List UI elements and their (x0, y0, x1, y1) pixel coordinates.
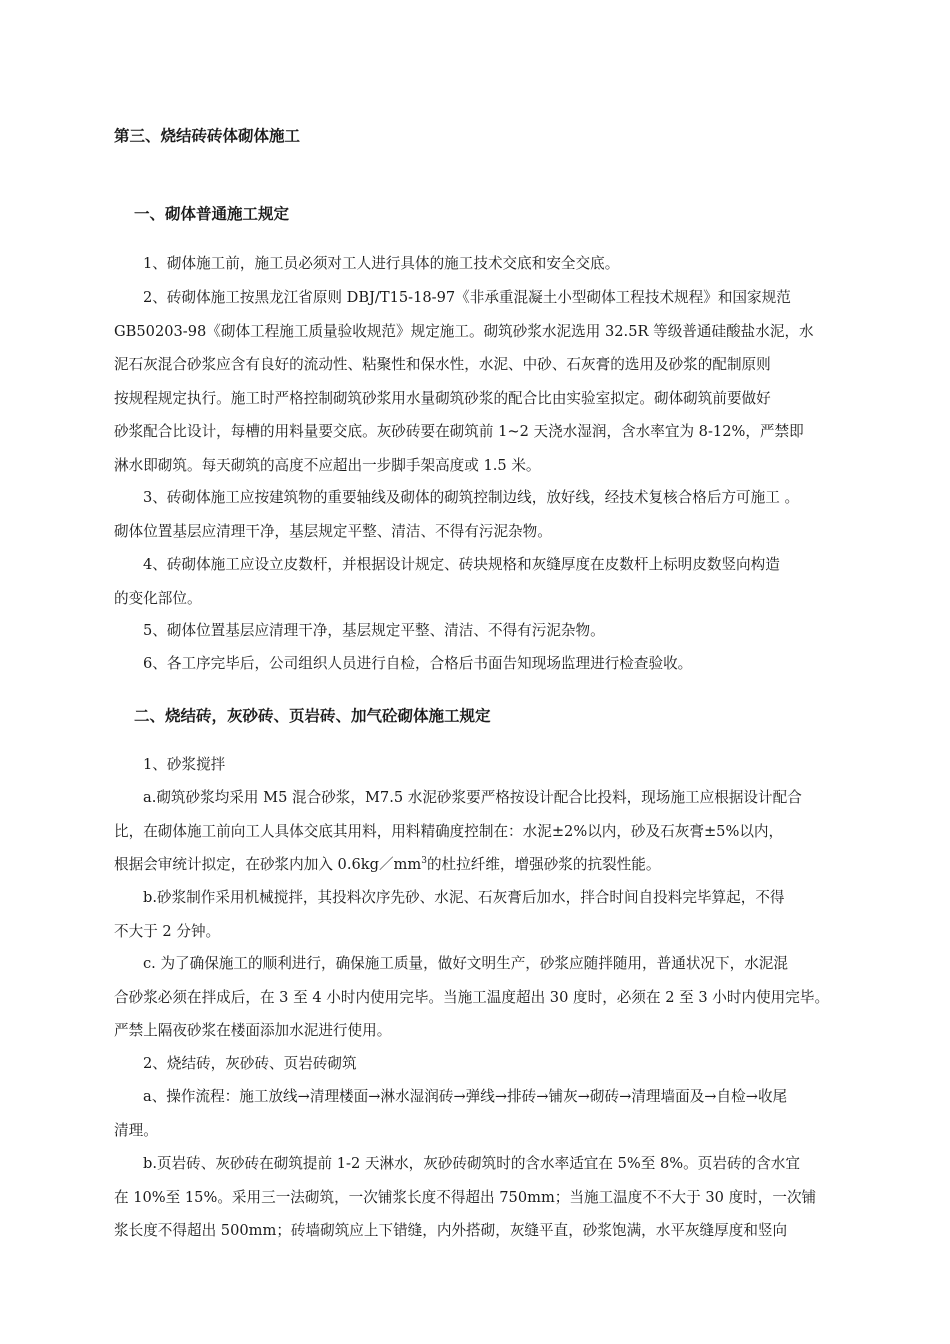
paragraph-line: 3、砖砌体施工应按建筑物的重要轴线及砌体的砌筑控制边线，放好线，经技术复核合格后方可施工 。 (143, 489, 800, 506)
paragraph-line: 6、各工序完毕后，公司组织人员进行自检，合格后书面告知现场监理进行检查验收。 (143, 655, 693, 672)
text-run: 根据会审统计拟定，在砂浆内加入 0.6kg／mm (114, 856, 422, 873)
paragraph-2 (114, 281, 890, 482)
paragraph-line: 严禁上隔夜砂浆在楼面添加水泥进行使用。 (114, 1022, 392, 1039)
paragraph-line: 泥石灰混合砂浆应含有良好的流动性、粘聚性和保水性，水泥、中砂、石灰膏的选用及砂浆的配制原则 (114, 356, 771, 373)
section-heading-2: 二、烧结砖，灰砂砖、页岩砖、加气砼砌体施工规定 (134, 707, 491, 725)
paragraph-line: 在 10%至 15%。采用三一法砌筑，一次铺浆长度不得超出 750mm；当施工温度不不大于 30 度时，一次铺 (114, 1188, 817, 1206)
paragraph-line: GB50203-98《砌体工程施工质量验收规范》规定施工。砌筑砂浆水泥选用 32.5R 等级普通硅酸盐水泥，水 (114, 322, 814, 340)
paragraph-line: a、操作流程：施工放线→清理楼面→淋水湿润砖→弹线→排砖→铺灰→砌砖→清理墙面及→自检→收尾 (143, 1088, 788, 1105)
paragraph-line: 4、砖砌体施工应设立皮数杆，并根据设计规定、砖块规格和灰缝厚度在皮数杆上标明皮数竖向构造 (143, 556, 780, 573)
paragraph-line (114, 848, 890, 882)
paragraph-line: 按规程规定执行。施工时严格控制砌筑砂浆用水量砌筑砂浆的配合比由实验室拟定。砌体砌筑前要做好 (114, 389, 771, 407)
paragraph-line: 不大于 2 分钟。 (114, 922, 221, 940)
subheading-brick-laying (114, 1047, 890, 1081)
paragraph-b (114, 881, 890, 948)
text-run: 的杜拉纤维，增强砂浆的抗裂性能。 (426, 856, 661, 873)
paragraph-line: 砂浆配合比设计，每槽的用料量要交底。灰砂砖要在砌筑前 1~2 天浇水湿润，含水率宜为 8-12%，严禁即 (114, 423, 804, 440)
paragraph-line: 1、砂浆搅拌 (143, 756, 226, 773)
paragraph-line: 比，在砌体施工前向工人具体交底其用料，用料精确度控制在：水泥±2%以内，砂及石灰膏±5%以内， (114, 822, 784, 840)
paragraph-a2 (114, 1080, 890, 1147)
paragraph-3 (114, 481, 890, 548)
paragraph-line: 的变化部位。 (114, 589, 202, 607)
paragraph-5 (114, 614, 890, 648)
paragraph-line: 砌体位置基层应清理干净，基层规定平整、清洁、不得有污泥杂物。 (114, 522, 552, 540)
paragraph-line: 5、砌体位置基层应清理干净，基层规定平整、清洁、不得有污泥杂物。 (143, 622, 605, 639)
paragraph-line: a.砌筑砂浆均采用 M5 混合砂浆，M7.5 水泥砂浆要严格按设计配合比投料，现场施工应根据设计配合 (143, 789, 802, 806)
paragraph-line: c. 为了确保施工的顺利进行，确保施工质量，做好文明生产，砂浆应随拌随用，普通状况下，水泥混 (143, 955, 788, 972)
superscript: 3 (421, 856, 427, 867)
paragraph-line: 2、烧结砖，灰砂砖、页岩砖砌筑 (143, 1055, 357, 1072)
paragraph-4 (114, 548, 890, 615)
paragraph-6 (114, 647, 890, 681)
subheading-mortar-mixing (114, 748, 890, 782)
paragraph-line: b.砂浆制作采用机械搅拌，其投料次序先砂、水泥、石灰膏后加水，拌合时间自投料完毕算起，不得 (143, 889, 785, 906)
paragraph-line: 淋水即砌筑。每天砌筑的高度不应超出一步脚手架高度或 1.5 米。 (114, 456, 541, 474)
paragraph-b2 (114, 1147, 890, 1248)
paragraph-line: 清理。 (114, 1121, 158, 1139)
paragraph-line: 合砂浆必须在拌成后，在 3 至 4 小时内使用完毕。当施工温度超出 30 度时，必须在 2 至 3 小时内使用完毕。 (114, 988, 830, 1006)
paragraph-1 (114, 247, 890, 281)
paragraph-line: b.页岩砖、灰砂砖在砌筑提前 1-2 天淋水，灰砂砖砌筑时的含水率适宜在 5%至 8%。页岩砖的含水宜 (143, 1155, 800, 1172)
paragraph-a (114, 781, 890, 882)
paragraph-c (114, 947, 890, 1048)
paragraph-line: 浆长度不得超出 500mm；砖墙砌筑应上下错缝，内外搭砌，灰缝平直，砂浆饱满，水平灰缝厚度和竖向 (114, 1222, 788, 1239)
document-title: 第三、烧结砖砖体砌体施工 (114, 127, 301, 145)
section-heading-1: 一、砌体普通施工规定 (134, 205, 290, 223)
paragraph-line: 1、砌体施工前，施工员必须对工人进行具体的施工技术交底和安全交底。 (143, 255, 620, 272)
paragraph-line: 2、砖砌体施工按黑龙江省原则 DBJ/T15-18-97《非承重混凝土小型砌体工程技术规程》和国家规范 (143, 289, 791, 306)
